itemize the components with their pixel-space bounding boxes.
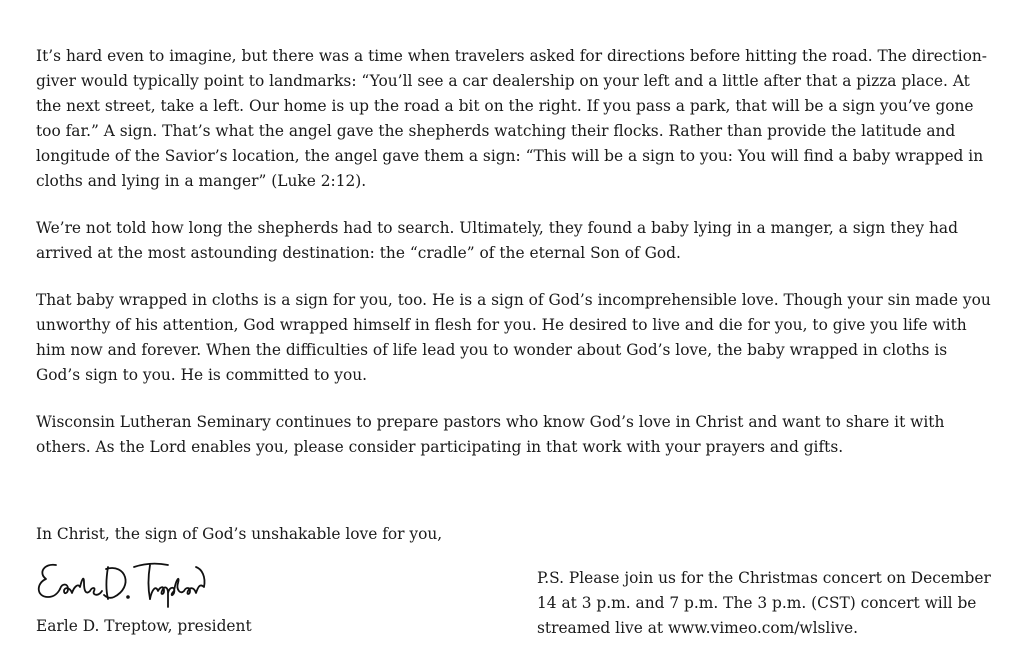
handwritten-signature: [34, 553, 214, 613]
signer-name: Earle D. Treptow, president: [36, 617, 252, 635]
letter-body: [36, 44, 996, 482]
postscript: P.S. Please join us for the Christmas concert on December 14 at 3 p.m. and 7 p.m. The 3 p.m. (CST) concert will be streamed live at www.vimeo.com/wlslive.: [537, 569, 991, 637]
paragraph-1: It’s hard even to imagine, but there was a time when travelers asked for directions before hitting the road. The direction-giver would typically point to landmarks: “You’ll see a car dealership on your left and a little after that a pizza place. At the next street, take a left. Our home is up the road a bit on the right. If you pass a park, that will be a sign you’ve gone too far.” A sign. That’s what the angel gave the shepherds watching their flocks. Rather than provide the latitude and longitude of the Savior’s location, the angel gave them a sign: “This will be a sign to you: You will find a baby wrapped in cloths and lying in a manger” (Luke 2:12).: [36, 47, 987, 190]
paragraph-2: We’re not told how long the shepherds had to search. Ultimately, they found a baby lying in a manger, a sign they had arrived at the most astounding destination: the “cradle” of the eternal Son of God.: [36, 219, 958, 262]
paragraph-3: That baby wrapped in cloths is a sign for you, too. He is a sign of God’s incomprehensible love. Though your sin made you unworthy of his attention, God wrapped himself in flesh for you. He desired to live and die for you, to give you life with him now and forever. When the difficulties of life lead you to wonder about God’s love, the baby wrapped in cloths is God’s sign to you. He is committed to you.: [36, 291, 991, 384]
closing-line: In Christ, the sign of God’s unshakable love for you,: [36, 525, 443, 543]
paragraph-4: Wisconsin Lutheran Seminary continues to prepare pastors who know God’s love in Christ and want to share it with others. As the Lord enables you, please consider participating in that work with your prayers and gifts.: [36, 413, 945, 456]
